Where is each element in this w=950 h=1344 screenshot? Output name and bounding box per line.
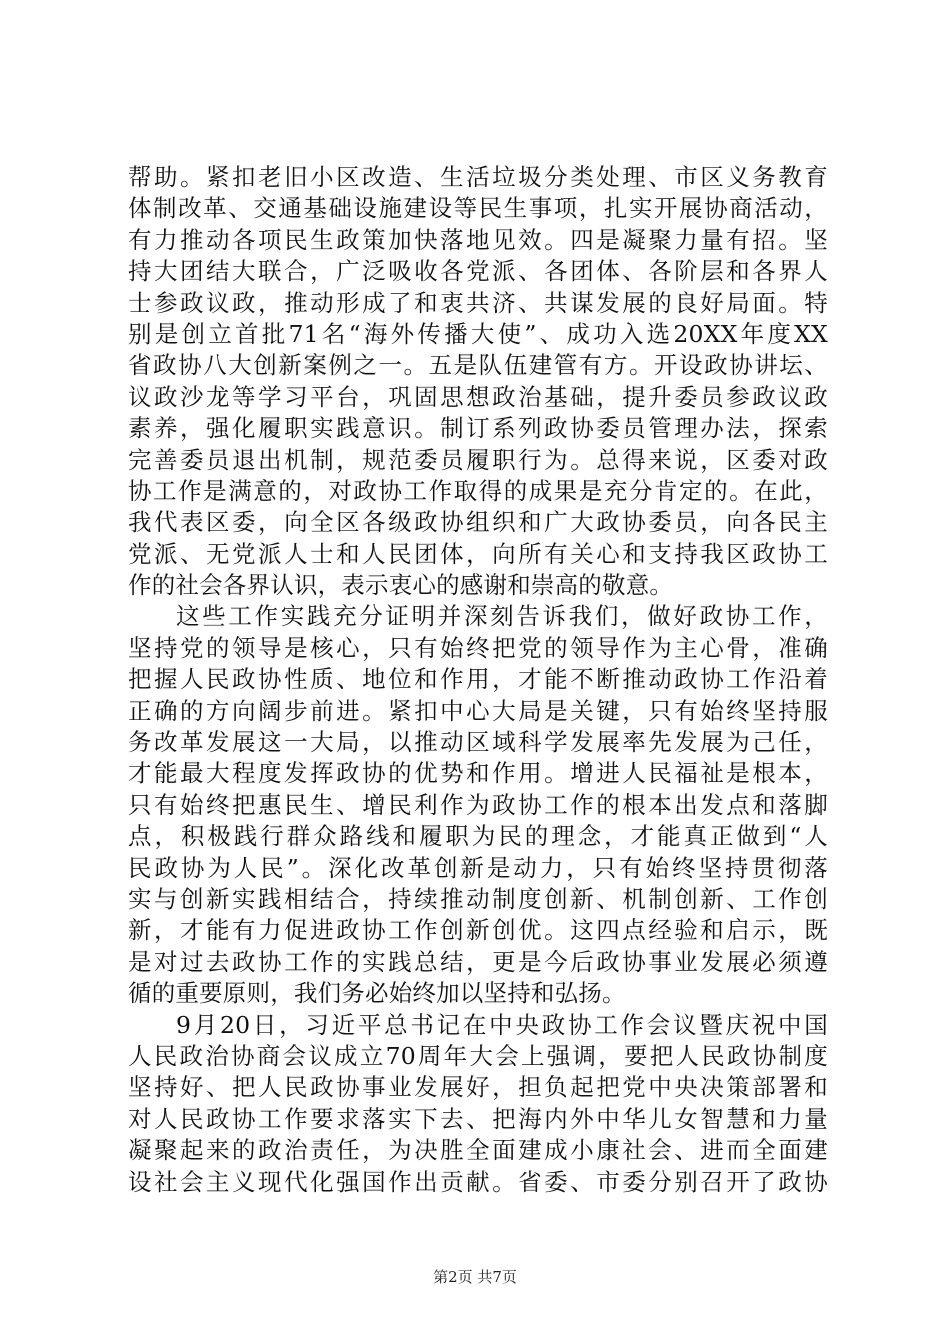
text-line: 才能最大程度发挥政协的优势和作用。增进人民福祉是根本，	[128, 759, 828, 788]
text-line: 实与创新实践相结合，持续推动制度创新、机制创新、工作创	[128, 884, 828, 913]
text-line: 民政协为人民”。深化改革创新是动力，只有始终坚持贯彻落	[128, 853, 828, 882]
text-line: 议政沙龙等学习平台，巩固思想政治基础，提升委员参政议政	[128, 382, 828, 411]
page-number-footer: 第2页 共7页	[433, 1268, 517, 1286]
text-line: 正确的方向阔步前进。紧扣中心大局是关键，只有始终坚持服	[128, 696, 828, 725]
text-line: 素养，强化履职实践意识。制订系列政协委员管理办法，探索	[128, 414, 828, 443]
text-line: 帮助。紧扣老旧小区改造、生活垃圾分类处理、市区义务教育	[128, 163, 828, 191]
text-line: 别是创立首批71名“海外传播大使”、成功入选20XX年度XX	[128, 319, 828, 348]
text-line: 人民政治协商会议成立70周年大会上强调，要把人民政协制度	[128, 1041, 828, 1070]
paragraph-first-line: 9月20日，习近平总书记在中央政协工作会议暨庆祝中国	[176, 1010, 828, 1039]
text-line: 作的社会各界认识，表示衷心的感谢和崇高的敬意。	[128, 571, 674, 600]
text-line: 是对过去政协工作的实践总结，更是今后政协事业发展必须遵	[128, 947, 828, 976]
text-line: 对人民政协工作要求落实下去、把海内外中华儿女智慧和力量	[128, 1104, 828, 1133]
text-line: 完善委员退出机制，规范委员履职行为。总得来说，区委对政	[128, 445, 828, 474]
text-line: 只有始终把惠民生、增民利作为政协工作的根本出发点和落脚	[128, 790, 828, 819]
text-line: 协工作是满意的，对政协工作取得的成果是充分肯定的。在此，	[128, 476, 828, 505]
text-line: 设社会主义现代化强国作出贡献。省委、市委分别召开了政协	[128, 1167, 828, 1196]
text-line: 务改革发展这一大局，以推动区域科学发展率先发展为己任，	[128, 728, 828, 757]
text-line: 士参政议政，推动形成了和衷共济、共谋发展的良好局面。特	[128, 288, 828, 317]
body-text	[128, 162, 828, 1198]
text-line: 凝聚起来的政治责任，为决胜全面建成小康社会、进而全面建	[128, 1136, 828, 1165]
text-line: 我代表区委，向全区各级政协组织和广大政协委员，向各民主	[128, 508, 828, 537]
text-line: 坚持党的领导是核心，只有始终把党的领导作为主心骨，准确	[128, 633, 828, 662]
text-line: 循的重要原则，我们务必始终加以坚持和弘扬。	[128, 979, 626, 1008]
text-line: 坚持好、把人民政协事业发展好，担负起把党中央决策部署和	[128, 1073, 828, 1102]
text-line: 新，才能有力促进政协工作创新创优。这四点经验和启示，既	[128, 916, 828, 945]
text-line: 点，积极践行群众路线和履职为民的理念，才能真正做到“人	[128, 822, 828, 851]
paragraph-first-line: 这些工作实践充分证明并深刻告诉我们，做好政协工作，	[176, 602, 828, 631]
text-line: 把握人民政协性质、地位和作用，才能不断推动政协工作沿着	[128, 665, 828, 694]
text-line: 持大团结大联合，广泛吸收各党派、各团体、各阶层和各界人	[128, 257, 828, 286]
text-line: 有力推动各项民生政策加快落地见效。四是凝聚力量有招。坚	[128, 225, 828, 254]
text-line: 省政协八大创新案例之一。五是队伍建管有方。开设政协讲坛、	[128, 351, 828, 380]
text-line: 党派、无党派人士和人民团体，向所有关心和支持我区政协工	[128, 539, 828, 568]
text-line: 体制改革、交通基础设施建设等民生事项，扎实开展协商活动，	[128, 194, 828, 223]
